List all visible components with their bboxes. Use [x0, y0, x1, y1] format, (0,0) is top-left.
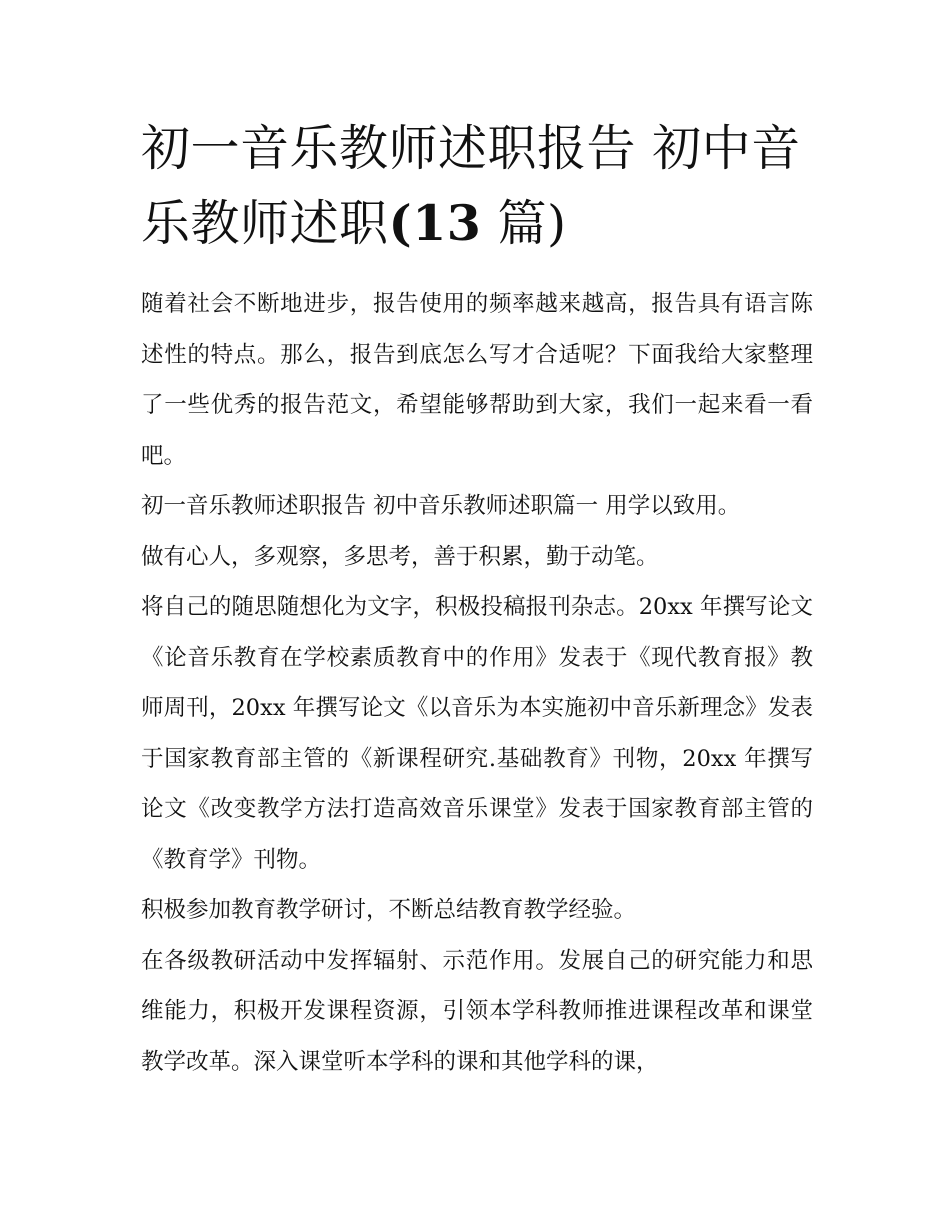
publications-paragraph: 将自己的随思随想化为文字，积极投稿报刊杂志。20xx 年撰写论文《论音乐教育在学校素质教育中的作用》发表于《现代教育报》教师周刊，20xx 年撰写论文《以音乐为本实施初中音乐新理念》发表于国家教育部主管的《新课程研究.基础教育》刊物，20xx 年撰写论文《改变教学方法打造高效音乐课堂》发表于国家教育部主管的《教育学》刊物。 [141, 594, 813, 873]
section-heading-paragraph: 初一音乐教师述职报告 初中音乐教师述职篇一 用学以致用。 [141, 493, 741, 519]
title-line-1: 初一音乐教师述职报告 初中音 [141, 120, 801, 177]
research-paragraph: 在各级教研活动中发挥辐射、示范作用。发展自己的研究能力和思维能力，积极开发课程资源，引领本学科教师推进课程改革和课堂教学改革。深入课堂听本学科的课和其他学科的课， [141, 947, 813, 1075]
document-title [141, 112, 813, 261]
body-paragraph: 积极参加教育教学研讨，不断总结教育教学经验。 [141, 897, 637, 923]
title-line-2-suffix: 篇) [481, 195, 567, 252]
title-line-2-count: (13 [388, 194, 482, 252]
body-paragraph: 做有心人，多观察，多思考，善于积累，勤于动笔。 [141, 543, 659, 570]
intro-paragraph: 随着社会不断地进步，报告使用的频率越来越高，报告具有语言陈述性的特点。那么，报告到底怎么写才合适呢？下面我给大家整理了一些优秀的报告范文，希望能够帮助到大家，我们一起来看一看吧。 [141, 291, 813, 469]
title-line-2-prefix: 乐教师述职 [141, 195, 389, 252]
document-body [141, 112, 813, 1087]
